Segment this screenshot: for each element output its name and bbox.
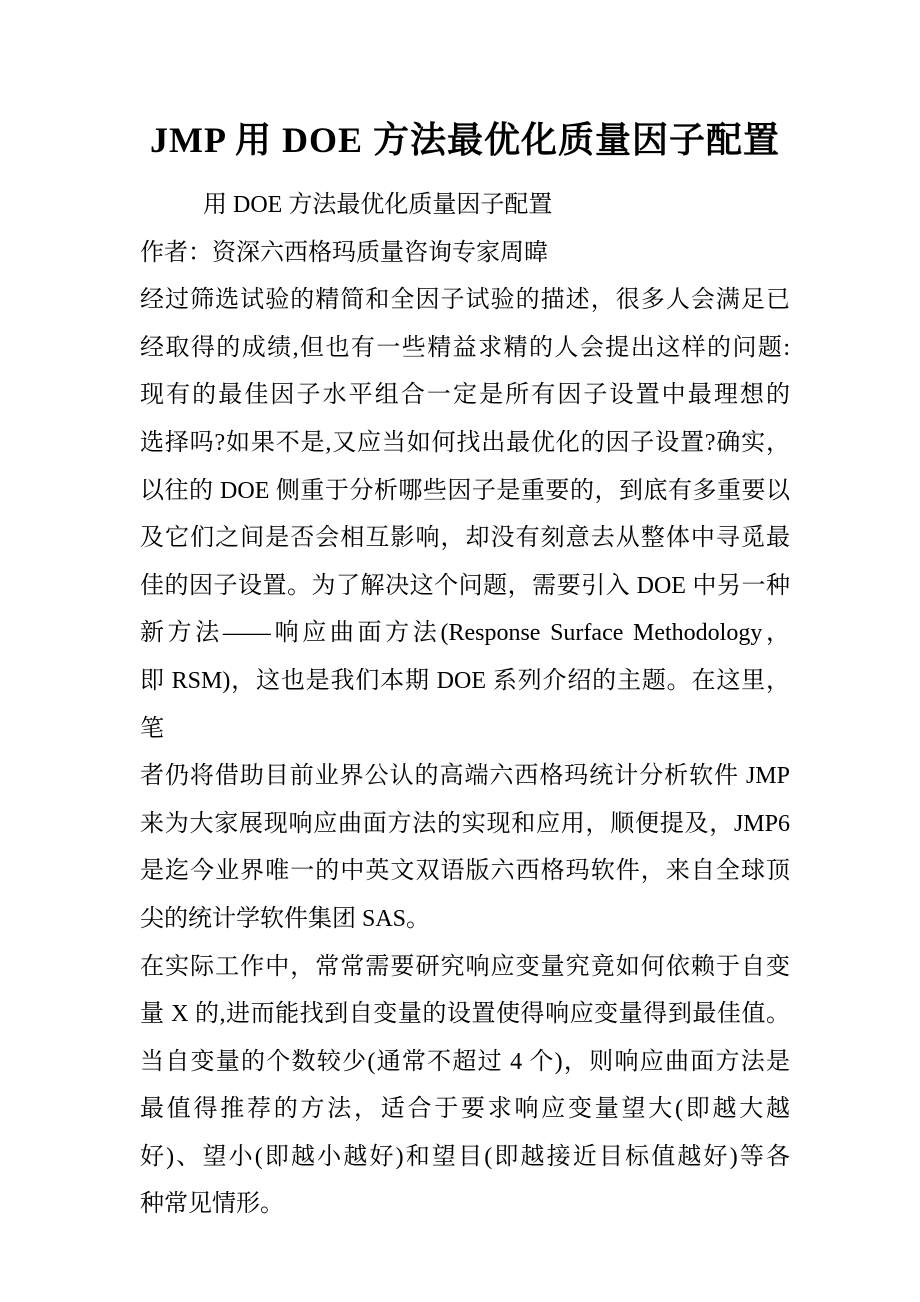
body-line: 在实际工作中，常常需要研究响应变量究竟如何依赖于自变 [140,953,790,980]
body-line: 者仍将借助目前业界公认的高端六西格玛统计分析软件 JMP [140,763,790,790]
body-line: 经取得的成绩,但也有一些精益求精的人会提出这样的问题: [140,334,790,361]
paragraphs-container [140,277,790,1229]
document-title: JMP 用 DOE 方法最优化质量因子配置 [150,120,780,160]
body-line: 种常见情形。 [140,1191,284,1218]
body-line: 当自变量的个数较少(通常不超过 4 个)，则响应曲面方法是 [140,1048,790,1075]
body-line: 及它们之间是否会相互影响，却没有刻意去从整体中寻觅最 [140,525,790,552]
document-body [140,182,790,1229]
document-subtitle: 用 DOE 方法最优化质量因子配置 [203,192,553,218]
body-line: 最值得推荐的方法，适合于要求响应变量望大(即越大越 [140,1096,790,1123]
body-line: 佳的因子设置。为了解决这个问题，需要引入 DOE 中另一种 [140,572,790,599]
body-line: 来为大家展现响应曲面方法的实现和应用，顺便提及，JMP6 [140,810,790,837]
body-line: 即 RSM)，这也是我们本期 DOE 系列介绍的主题。在这里，笔 [140,667,790,742]
body-line: 选择吗?如果不是,又应当如何找出最优化的因子设置?确实， [140,429,790,456]
body-line: 是迄今业界唯一的中英文双语版六西格玛软件，来自全球顶 [140,858,790,885]
author-line: 作者：资深六西格玛质量咨询专家周暐 [140,239,548,266]
body-line: 好)、望小(即越小越好)和望目(即越接近目标值越好)等各 [140,1143,790,1170]
body-line: 量 X 的,进而能找到自变量的设置使得响应变量得到最佳值。 [140,1001,790,1028]
body-line: 以往的 DOE 侧重于分析哪些因子是重要的，到底有多重要以 [140,477,790,504]
body-line: 新方法——响应曲面方法(Response Surface Methodology， [140,620,790,647]
body-line: 现有的最佳因子水平组合一定是所有因子设置中最理想的 [140,382,790,409]
body-line: 经过筛选试验的精简和全因子试验的描述，很多人会满足已 [140,287,790,314]
body-line: 尖的统计学软件集团 SAS。 [140,905,431,932]
